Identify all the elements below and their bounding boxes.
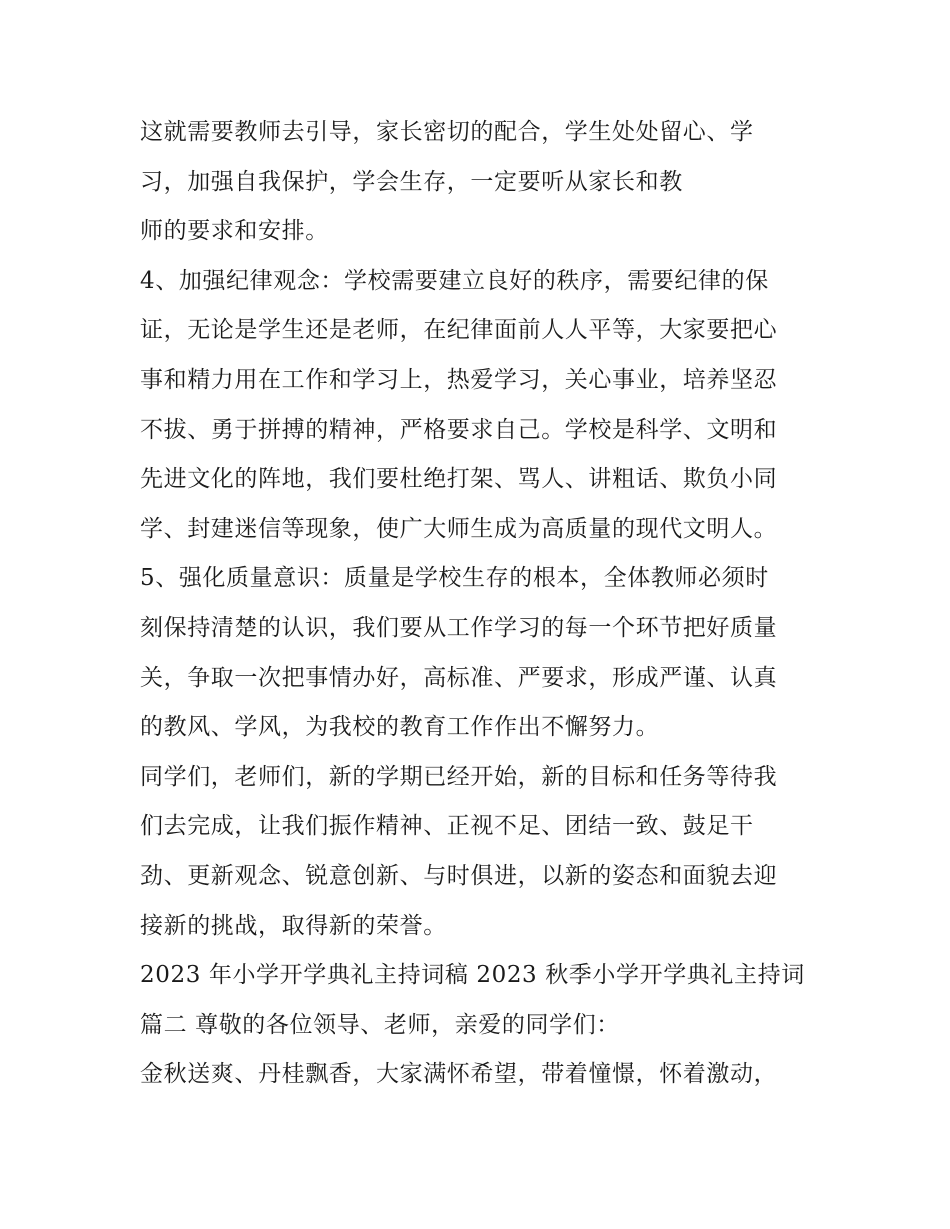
text-line: 2023 年小学开学典礼主持词稿 2023 秋季小学开学典礼主持词 xyxy=(140,962,805,989)
text-line: 同学们，老师们，新的学期已经开始，新的目标和任务等待我 xyxy=(140,763,778,790)
text-line: 劲、更新观念、锐意创新、与时俱进，以新的姿态和面貌去迎 xyxy=(140,862,778,889)
text-line: 关，争取一次把事情办好，高标准、严要求，形成严谨、认真 xyxy=(140,664,778,691)
text-line: 先进文化的阵地，我们要杜绝打架、骂人、讲粗话、欺负小同 xyxy=(140,466,778,493)
text-line: 事和精力用在工作和学习上，热爱学习，关心事业，培养坚忍 xyxy=(140,366,778,393)
text-line: 接新的挑战，取得新的荣誉。 xyxy=(140,912,447,939)
text-line: 师的要求和安排。 xyxy=(140,218,329,245)
text-line: 习，加强自我保护，学会生存，一定要听从家长和教 xyxy=(140,168,683,195)
text-line: 的教风、学风，为我校的教育工作作出不懈努力。 xyxy=(140,714,660,741)
text-line: 不拔、勇于拼搏的精神，严格要求自己。学校是科学、文明和 xyxy=(140,416,778,443)
text-line: 刻保持清楚的认识，我们要从工作学习的每一个环节把好质量 xyxy=(140,614,778,641)
text-line: 4、加强纪律观念：学校需要建立良好的秩序，需要纪律的保 xyxy=(140,267,769,294)
document-body xyxy=(140,108,830,1100)
text-line: 证，无论是学生还是老师，在纪律面前人人平等，大家要把心 xyxy=(140,317,778,344)
text-line: 学、封建迷信等现象，使广大师生成为高质量的现代文明人。 xyxy=(140,515,778,542)
text-line: 篇二 尊敬的各位领导、老师，亲爱的同学们： xyxy=(140,1011,620,1038)
text-line: 们去完成，让我们振作精神、正视不足、团结一致、鼓足干 xyxy=(140,813,754,840)
text-line: 5、强化质量意识：质量是学校生存的根本，全体教师必须时 xyxy=(140,565,769,592)
text-line: 这就需要教师去引导，家长密切的配合，学生处处留心、学 xyxy=(140,119,754,145)
text-line: 金秋送爽、丹桂飘香，大家满怀希望，带着憧憬，怀着激动， xyxy=(140,1061,778,1088)
